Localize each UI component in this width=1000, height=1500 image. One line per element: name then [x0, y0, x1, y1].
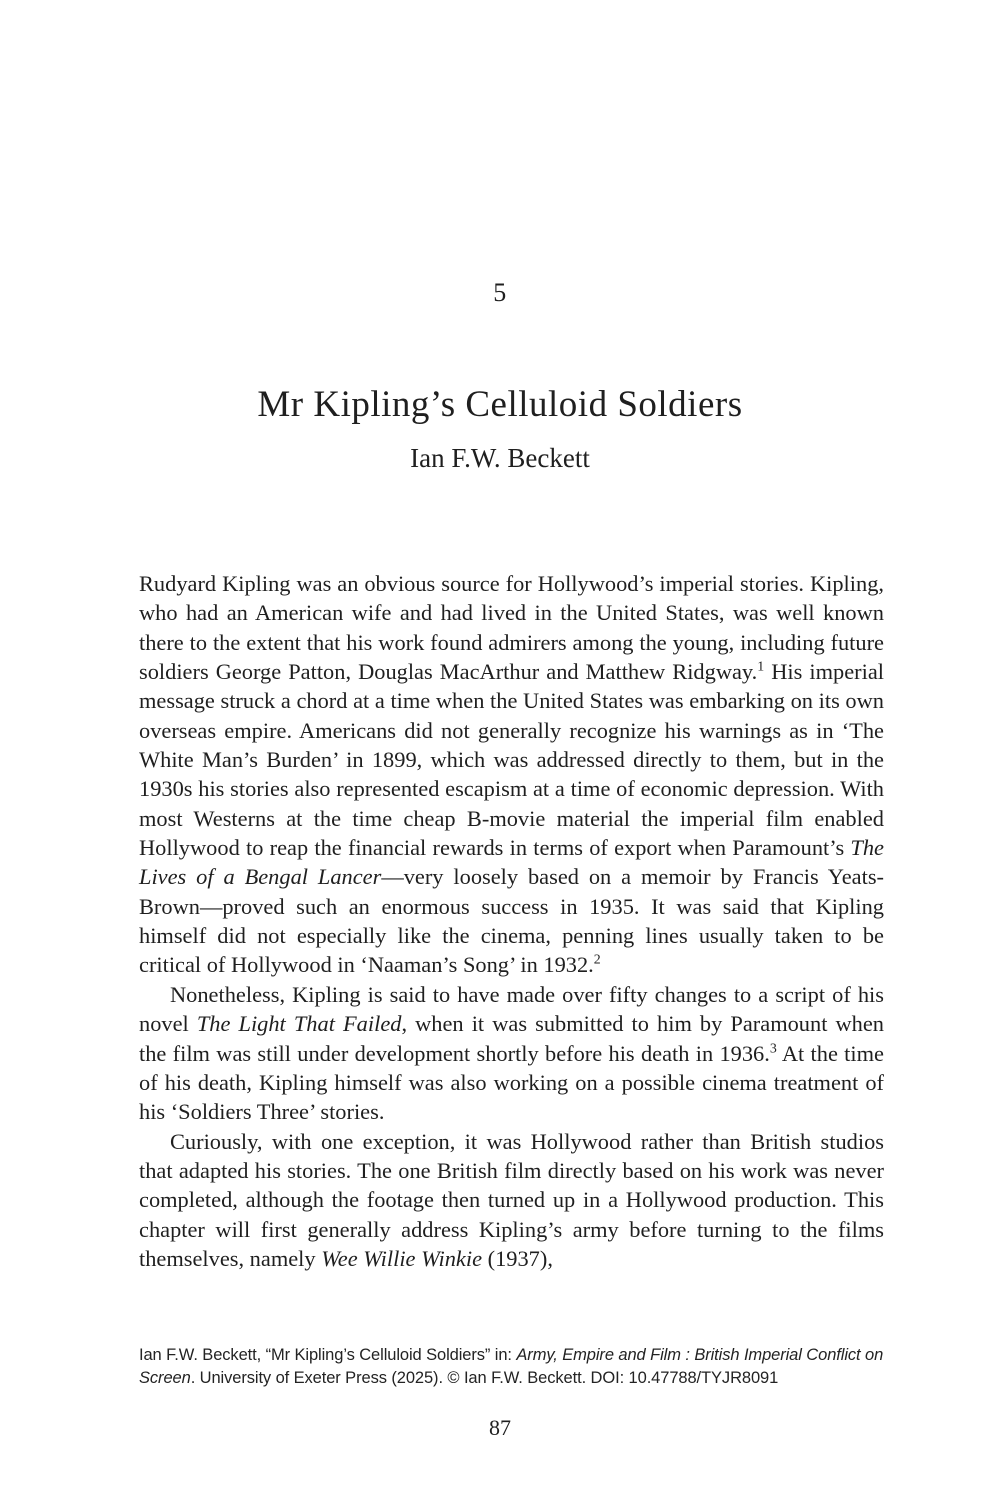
chapter-author: Ian F.W. Beckett	[410, 443, 590, 473]
italic-text: Army, Empire and Film : British Imperial Conflict on Screen	[139, 1346, 884, 1387]
text-run: Ian F.W. Beckett, “Mr Kipling’s Celluloid Soldiers” in:	[139, 1346, 517, 1364]
paragraph	[139, 569, 884, 980]
footnote-marker: 3	[769, 1041, 777, 1057]
paragraph	[139, 980, 884, 1127]
text-run: —very loosely based on a memoir by Francis Yeats-Brown—proved such an enormous success in 1935. It was said that Kipling himself did not especially like the cinema, penning lines usually taken to be critical of Hollywood in ‘Naaman’s Song’ in 1932.	[139, 864, 884, 978]
text-run: (1937),	[482, 1245, 553, 1271]
footer-citation	[139, 1344, 887, 1389]
text-run: Nonetheless, Kipling is said to have made over fifty changes to a script of his novel	[139, 981, 884, 1037]
paragraph	[139, 1127, 884, 1274]
text-run: At the time of his death, Kipling himself was also working on a possible cinema treatment of his ‘Soldiers Three’ stories.	[139, 1040, 884, 1125]
italic-text: The Lives of a Bengal Lancer	[139, 835, 884, 890]
text-run: , when it was submitted to him by Paramount when the film was still under development shortly before his death in 1936.	[139, 1011, 884, 1066]
text-run: His imperial message struck a chord at a time when the United States was embarking on its own overseas empire. Americans did not generally recognize his warnings as in ‘The White Man’s Burden’ in 1899, which was addressed directly to them, but in the 1930s his stories also represented escapism at a time of economic depression. With most Westerns at the time cheap B-movie material the imperial film enabled Hollywood to reap the financial rewards in terms of export when Paramount’s	[139, 659, 884, 861]
text-run: Curiously, with one exception, it was Hollywood rather than British studios that adapted his stories. The one British film directly based on his work was never completed, although the footage then turned up in a Hollywood production. This chapter will first generally address Kipling’s army before turning to the films themselves, namely	[139, 1128, 884, 1271]
italic-text: The Light That Failed	[196, 1011, 402, 1037]
italic-text: Wee Willie Winkie	[321, 1245, 483, 1271]
chapter-title: Mr Kipling’s Celluloid Soldiers	[257, 383, 743, 425]
chapter-number: 5	[493, 278, 507, 307]
footnote-marker: 2	[593, 953, 601, 968]
body-text	[139, 569, 884, 1273]
text-run: Rudyard Kipling was an obvious source for Hollywood’s imperial stories. Kipling, who had an American wife and had lived in the United States, was well known there to the extent that his work found admirers among the young, including future soldiers George Patton, Douglas MacArthur and Matthew Ridgway.	[139, 571, 884, 685]
footnote-marker: 1	[757, 659, 765, 675]
page-number: 87	[489, 1415, 511, 1440]
text-run: . University of Exeter Press (2025). © Ian F.W. Beckett. DOI: 10.47788/TYJR8091	[190, 1368, 779, 1387]
